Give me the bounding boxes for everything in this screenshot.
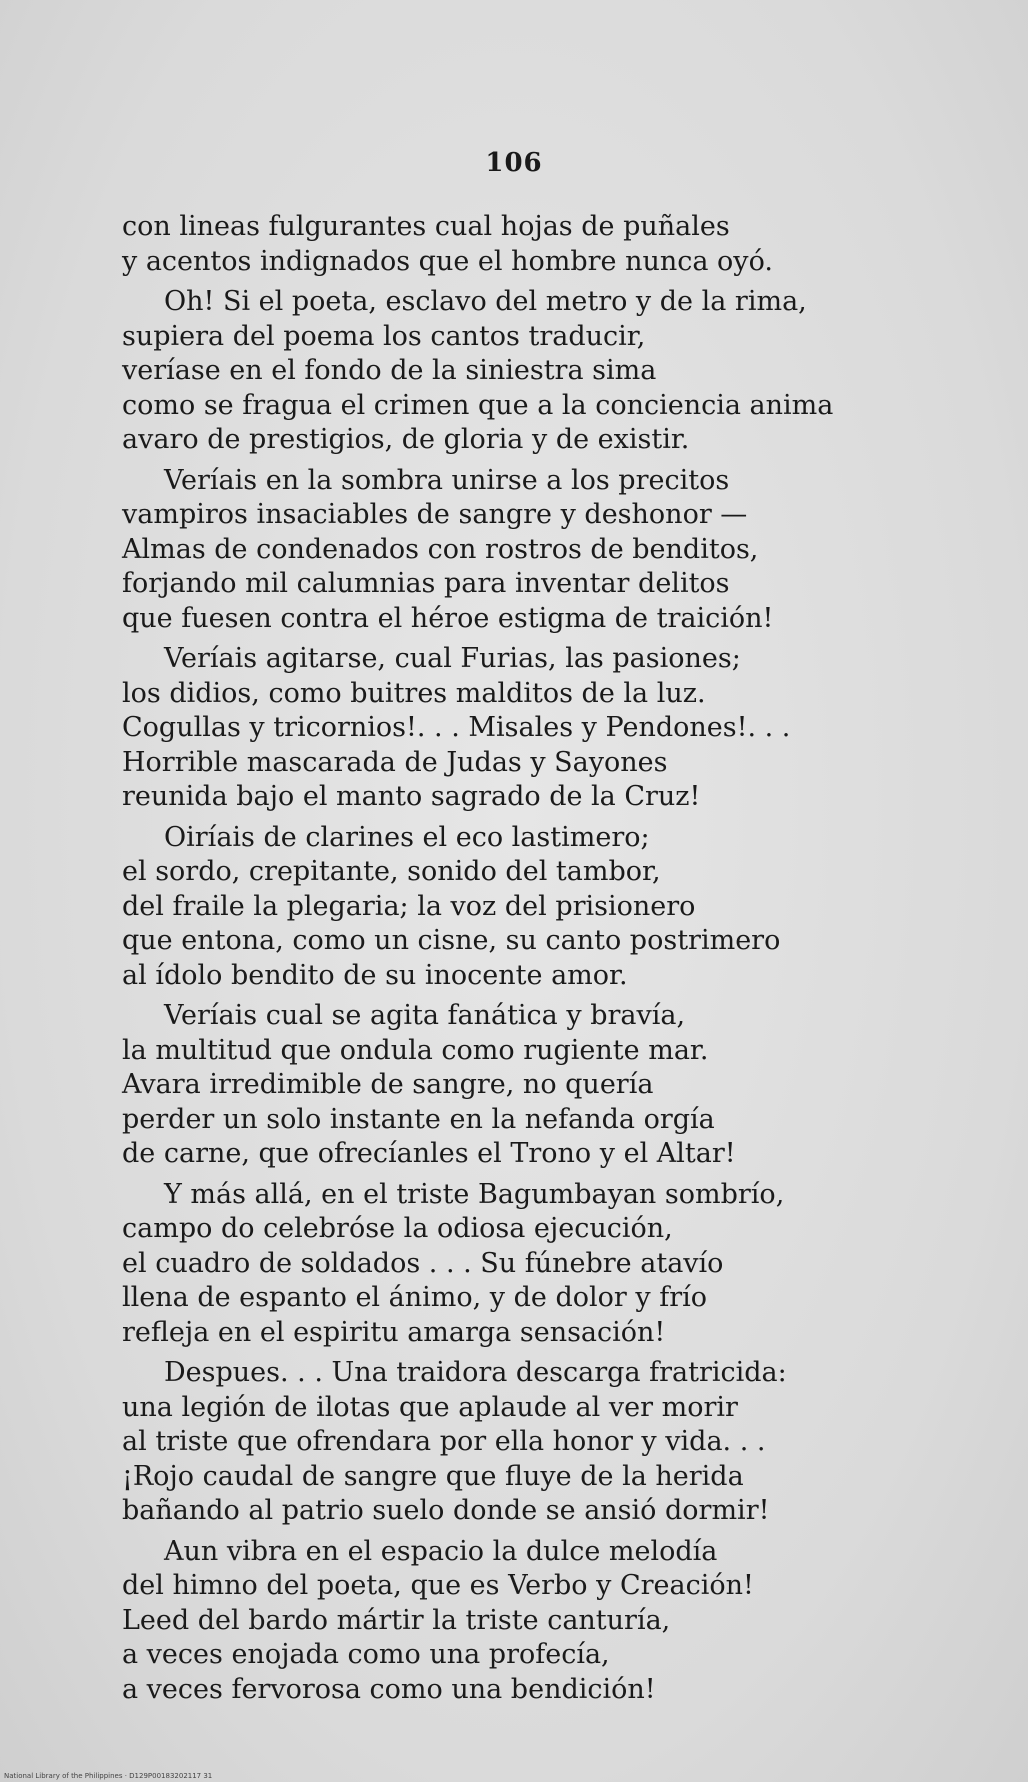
poem-line: una legión de ilotas que aplaude al ver morir bbox=[122, 1391, 738, 1423]
poem-line: Veríais en la sombra unirse a los precitos bbox=[164, 464, 730, 496]
poem-line: bañando al patrio suelo donde se ansió dormir! bbox=[122, 1495, 770, 1526]
poem-line: avaro de prestigios, de gloria y de existir. bbox=[122, 424, 690, 455]
poem-line: los didios, como buitres malditos de la luz. bbox=[122, 677, 706, 709]
poem-line: Veríais agitarse, cual Furias, las pasiones; bbox=[164, 643, 741, 674]
poem-line: el cuadro de soldados . . . Su fúnebre atavío bbox=[122, 1247, 724, 1279]
poem-line: Horrible mascarada de Judas y Sayones bbox=[122, 746, 668, 778]
poem-line: ¡Rojo caudal de sangre que fluye de la herida bbox=[122, 1460, 744, 1492]
poem-line: Despues. . . Una traidora descarga fratricida: bbox=[164, 1357, 787, 1388]
poem-line: supiera del poema los cantos traducir, bbox=[122, 320, 646, 352]
poem-line: vampiros insaciables de sangre y deshonor — bbox=[122, 499, 748, 530]
poem-text bbox=[122, 210, 922, 1713]
page-number: 106 bbox=[485, 148, 543, 178]
poem-line: al triste que ofrendara por ella honor y vida. . . bbox=[122, 1426, 766, 1457]
poem-line: llena de espanto el ánimo, y de dolor y frío bbox=[122, 1282, 708, 1313]
poem-line: Aun vibra en el espacio la dulce melodía bbox=[164, 1535, 718, 1567]
poem-line: al ídolo bendito de su inocente amor. bbox=[122, 959, 628, 991]
poem-line: Y más allá, en el triste Bagumbayan sombrío, bbox=[164, 1178, 785, 1210]
poem-line: del himno del poeta, que es Verbo y Creación! bbox=[122, 1570, 754, 1601]
poem-line: a veces fervorosa como una bendición! bbox=[122, 1673, 656, 1705]
poem-line: del fraile la plegaria; la voz del prisionero bbox=[122, 890, 696, 922]
stanza bbox=[122, 999, 922, 1172]
stanza bbox=[122, 210, 922, 279]
stanza bbox=[122, 464, 922, 637]
poem-line: Oh! Si el poeta, esclavo del metro y de la rima, bbox=[164, 286, 807, 317]
poem-line: que fuesen contra el héroe estigma de traición! bbox=[122, 602, 774, 634]
poem-line: como se fragua el crimen que a la conciencia anima bbox=[122, 389, 834, 421]
poem-line: campo do celebróse la odiosa ejecución, bbox=[122, 1213, 673, 1244]
poem-line: de carne, que ofrecíanles el Trono y el Altar! bbox=[122, 1138, 736, 1169]
poem-line: Cogullas y tricornios!. . . Misales y Pendones!. . . bbox=[122, 712, 791, 743]
poem-line: y acentos indignados que el hombre nunca oyó. bbox=[122, 245, 773, 277]
poem-line: Almas de condenados con rostros de benditos, bbox=[122, 533, 759, 565]
poem-line: refleja en el espiritu amarga sensación! bbox=[122, 1316, 666, 1348]
poem-line: la multitud que ondula como rugiente mar. bbox=[122, 1034, 709, 1066]
poem-line: que entona, como un cisne, su canto postrimero bbox=[122, 925, 781, 956]
stanza bbox=[122, 642, 922, 815]
stanza bbox=[122, 1178, 922, 1351]
poem-line: reunida bajo el manto sagrado de la Cruz! bbox=[122, 781, 701, 812]
stanza bbox=[122, 285, 922, 458]
poem-line: Leed del bardo mártir la triste canturía, bbox=[122, 1604, 671, 1636]
poem-line: a veces enojada como una profecía, bbox=[122, 1639, 610, 1670]
poem-line: el sordo, crepitante, sonido del tambor, bbox=[122, 856, 661, 887]
poem-line: perder un solo instante en la nefanda orgía bbox=[122, 1103, 715, 1135]
stanza bbox=[122, 1356, 922, 1529]
poem-line: forjando mil calumnias para inventar delitos bbox=[122, 568, 730, 599]
poem-line: veríase en el fondo de la siniestra sima bbox=[122, 355, 657, 386]
poem-line: Veríais cual se agita fanática y bravía, bbox=[164, 1000, 686, 1031]
stanza bbox=[122, 821, 922, 994]
poem-line: Oiríais de clarines el eco lastimero; bbox=[164, 821, 650, 853]
poem-line: con lineas fulgurantes cual hojas de puñales bbox=[122, 211, 730, 242]
poem-line: Avara irredimible de sangre, no quería bbox=[122, 1069, 654, 1100]
library-footer: National Library of the Philippines · D129P00183202117 31 bbox=[4, 1772, 213, 1780]
stanza bbox=[122, 1535, 922, 1708]
